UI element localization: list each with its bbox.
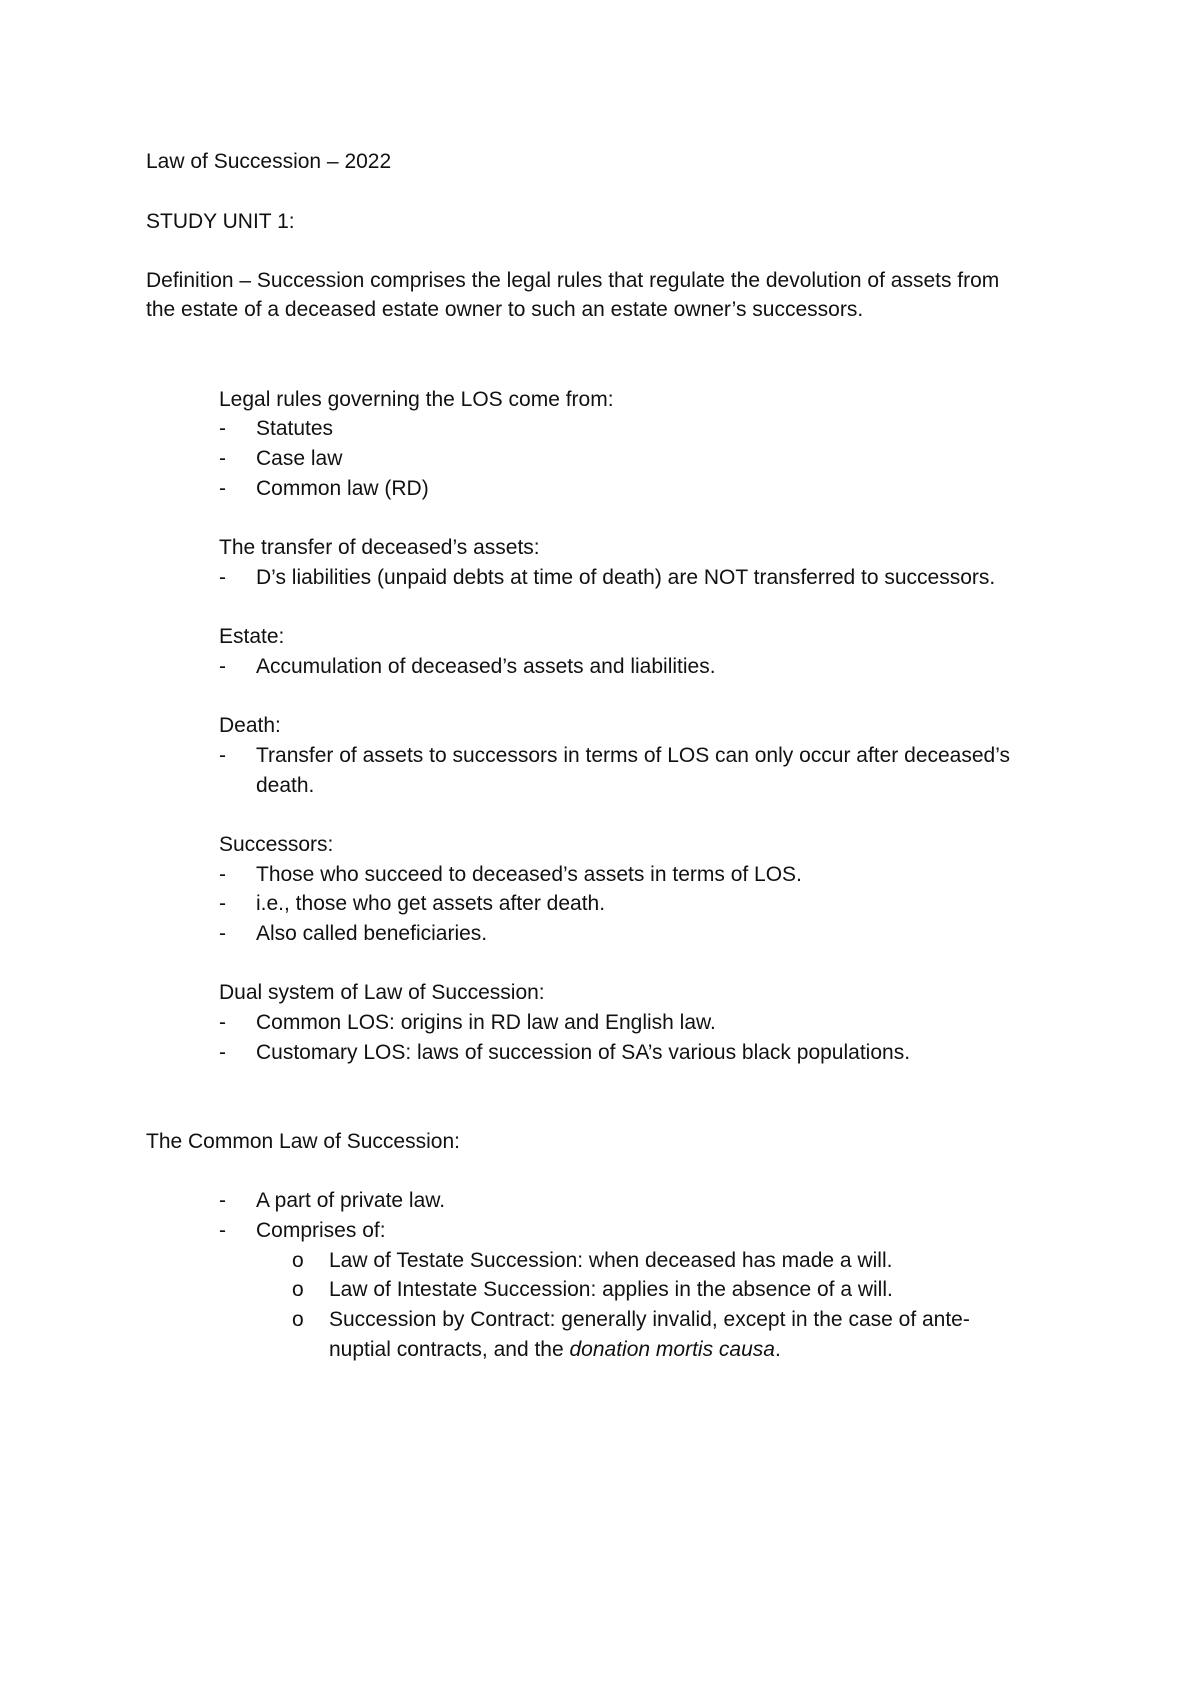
legal-rules-heading: Legal rules governing the LOS come from: <box>219 388 614 411</box>
list-item-text-line-2: death. <box>256 774 315 797</box>
sub-list-item-text: Law of Testate Succession: when deceased has made a will. <box>329 1249 893 1272</box>
list-item <box>219 414 819 444</box>
list-item-text: Common LOS: origins in RD law and English law. <box>256 1011 716 1034</box>
list-item <box>219 1038 1119 1068</box>
list-item <box>219 1008 1019 1038</box>
dash-bullet: - <box>219 566 226 589</box>
dash-bullet: - <box>219 1011 226 1034</box>
sub-list-item-text-line-2 <box>329 1335 781 1365</box>
sub-list-item-text: Law of Intestate Succession: applies in the absence of a will. <box>329 1278 893 1301</box>
contract-prefix: nuptial contracts, and the <box>329 1338 570 1361</box>
dash-bullet: - <box>219 417 226 440</box>
successors-heading: Successors: <box>219 833 334 856</box>
list-item-text: Customary LOS: laws of succession of SA’s various black populations. <box>256 1041 911 1064</box>
circle-bullet: o <box>292 1278 304 1301</box>
circle-bullet: o <box>292 1249 304 1272</box>
document-title: Law of Succession – 2022 <box>146 150 392 173</box>
sub-list-item-text-line-1: Succession by Contract: generally invalid, except in the case of ante- <box>329 1308 970 1331</box>
list-item-text-line-1: Transfer of assets to successors in terms of LOS can only occur after deceased’s <box>256 744 1011 767</box>
dash-bullet: - <box>219 1219 226 1242</box>
list-item-text: i.e., those who get assets after death. <box>256 892 606 915</box>
estate-heading: Estate: <box>219 625 285 648</box>
circle-bullet: o <box>292 1308 304 1331</box>
list-item-text: Accumulation of deceased’s assets and liabilities. <box>256 655 716 678</box>
list-item <box>219 1216 1019 1246</box>
sub-list-item <box>292 1305 1152 1365</box>
list-item-text: D’s liabilities (unpaid debts at time of death) are NOT transferred to successors. <box>256 566 996 589</box>
definition-line-2: the estate of a deceased estate owner to such an estate owner’s successors. <box>146 298 864 321</box>
common-law-heading: The Common Law of Succession: <box>146 1130 460 1153</box>
dash-bullet: - <box>219 1041 226 1064</box>
dash-bullet: - <box>219 892 226 915</box>
sub-list-item <box>292 1275 1092 1305</box>
sub-list-item <box>292 1246 1092 1276</box>
dash-bullet: - <box>219 1189 226 1212</box>
contract-suffix: . <box>774 1338 781 1361</box>
dash-bullet: - <box>219 655 226 678</box>
list-item-text: Common law (RD) <box>256 477 429 500</box>
transfer-heading: The transfer of deceased’s assets: <box>219 536 540 559</box>
latin-term: donation mortis causa <box>569 1338 775 1361</box>
dash-bullet: - <box>219 922 226 945</box>
list-item <box>219 860 1019 890</box>
list-item-text: Comprises of: <box>256 1219 386 1242</box>
dual-system-heading: Dual system of Law of Succession: <box>219 981 545 1004</box>
death-heading: Death: <box>219 714 281 737</box>
list-item <box>219 889 1019 919</box>
list-item <box>219 919 1019 949</box>
list-item <box>219 444 819 474</box>
list-item <box>219 1186 1019 1216</box>
list-item-text: Also called beneficiaries. <box>256 922 488 945</box>
dash-bullet: - <box>219 744 226 767</box>
list-item <box>219 741 1119 801</box>
list-item-text: Those who succeed to deceased’s assets in terms of LOS. <box>256 863 802 886</box>
list-item-text: A part of private law. <box>256 1189 446 1212</box>
list-item <box>219 652 1019 682</box>
list-item <box>219 563 1119 593</box>
list-item-text: Statutes <box>256 417 334 440</box>
definition-line-1: Definition – Succession comprises the legal rules that regulate the devolution of assets from <box>146 269 1000 292</box>
study-unit-heading: STUDY UNIT 1: <box>146 210 295 233</box>
dash-bullet: - <box>219 863 226 886</box>
dash-bullet: - <box>219 477 226 500</box>
dash-bullet: - <box>219 447 226 470</box>
list-item <box>219 474 819 504</box>
list-item-text: Case law <box>256 447 343 470</box>
